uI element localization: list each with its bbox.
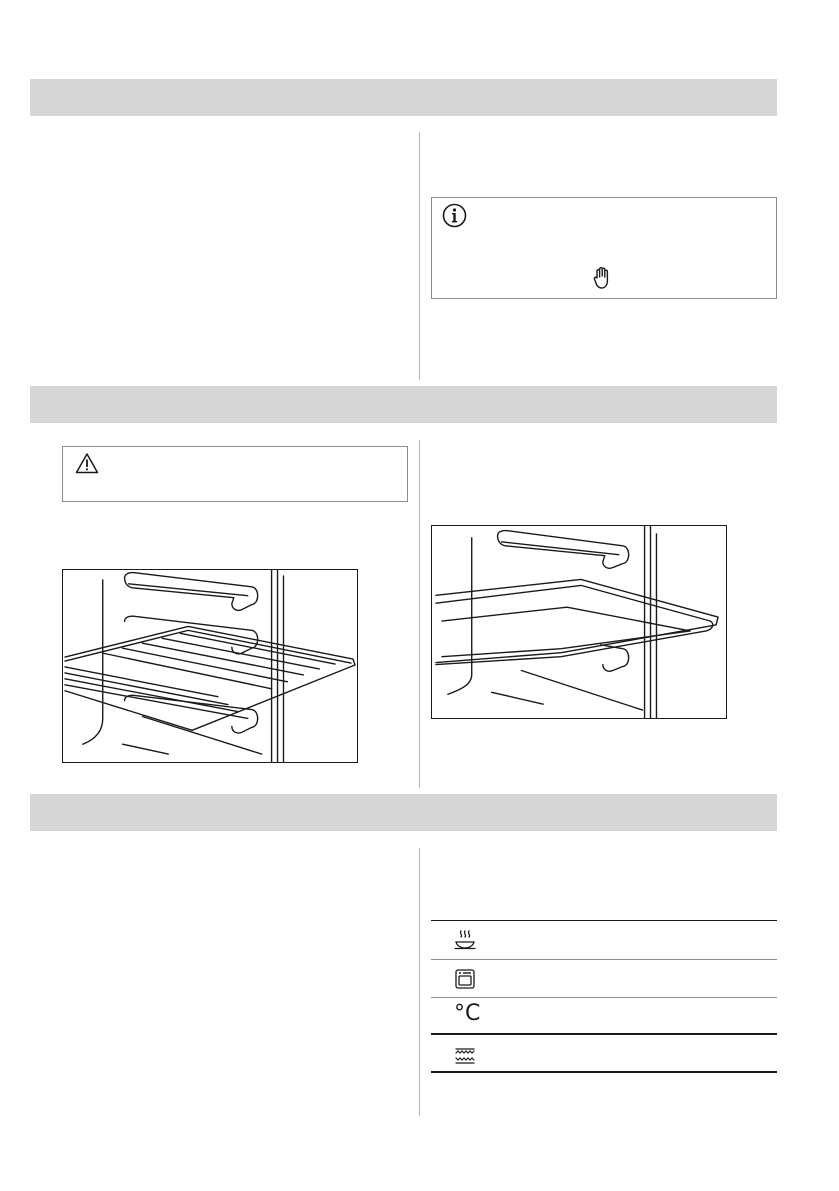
section-header-band-2 [30,386,777,423]
table-row [431,998,777,1036]
table-row [431,960,777,998]
warning-triangle-icon [75,452,99,474]
food-steam-icon [454,929,476,951]
table-row [431,921,777,959]
table-row [431,1035,777,1073]
column-divider-3 [419,848,420,1116]
info-icon [442,203,467,228]
section-header-band-3 [30,794,777,831]
column-divider-2 [419,440,420,788]
column-divider-1 [419,132,420,380]
section-header-band-1 [30,79,777,116]
table-rule-bottom [431,1071,777,1073]
info-note-box [431,197,777,299]
heating-element-icon [454,1043,476,1065]
celsius-icon: °C [454,1001,481,1026]
hand-icon [593,266,613,290]
warning-box [62,446,408,502]
wire-shelf-illustration [62,569,358,763]
oven-icon [454,968,476,990]
baking-tray-illustration [431,525,727,719]
